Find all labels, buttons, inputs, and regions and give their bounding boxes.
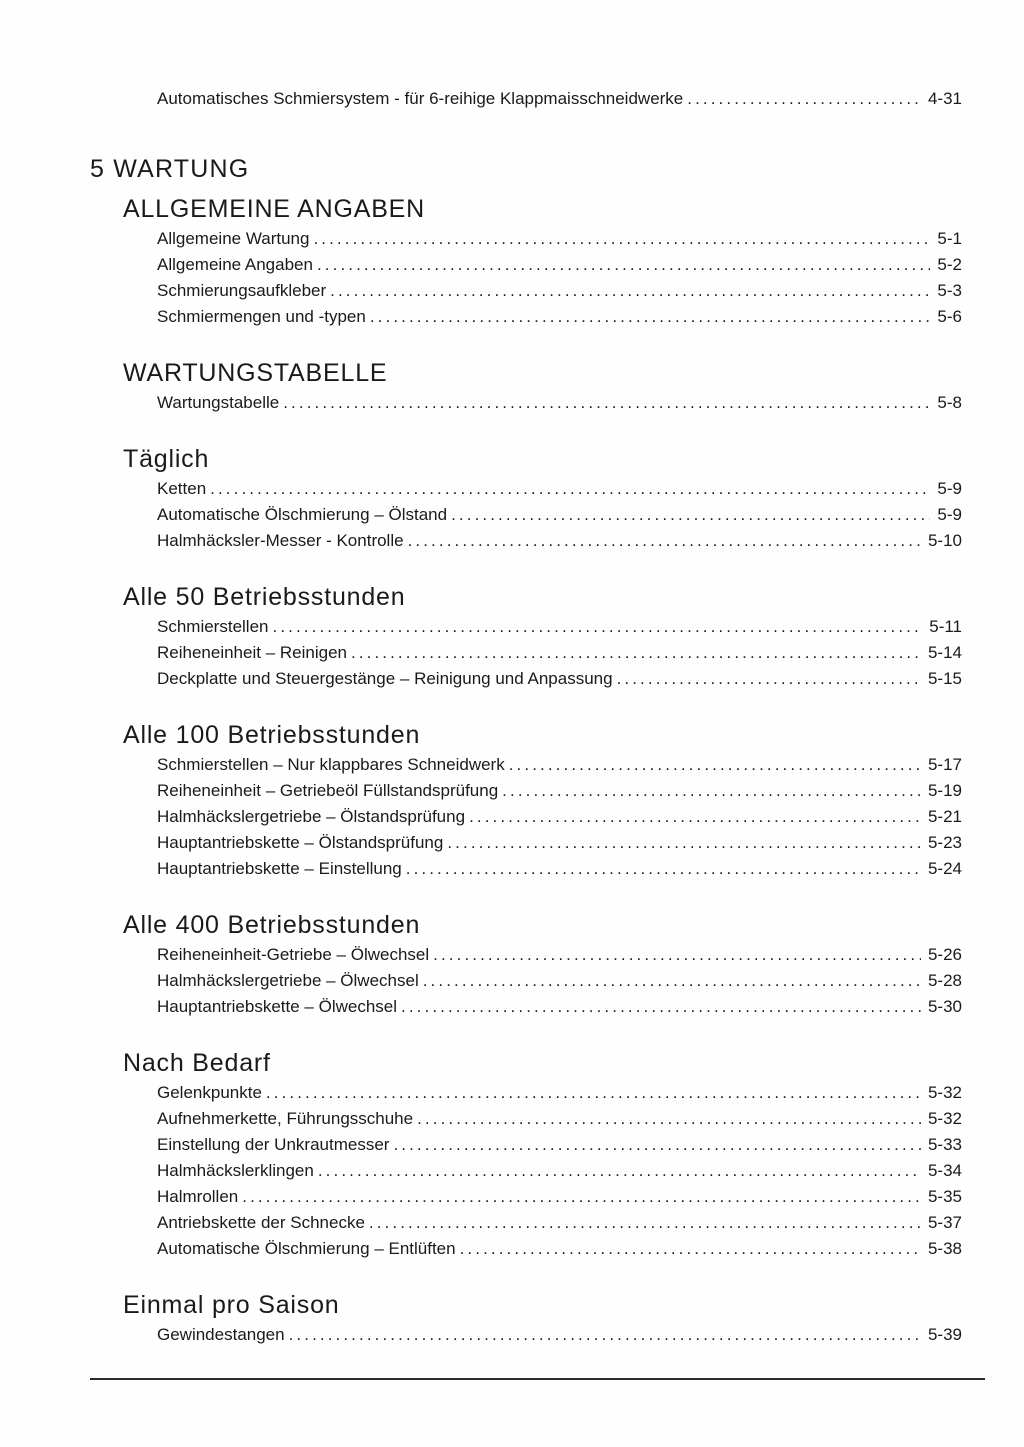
- toc-entry[interactable]: [157, 804, 962, 830]
- toc-entry[interactable]: [157, 856, 962, 882]
- toc-entry[interactable]: [157, 528, 962, 554]
- toc-section: [90, 1290, 962, 1348]
- section-heading: WARTUNGSTABELLE: [123, 359, 388, 387]
- toc-entry-page: 5-26: [927, 945, 962, 964]
- toc-entry-label: Hauptantriebskette – Einstellung: [157, 859, 402, 878]
- toc-entry[interactable]: [157, 252, 962, 278]
- dot-leader: [423, 968, 921, 994]
- toc-entry-page: 5-15: [927, 669, 962, 688]
- dot-leader: [242, 1184, 921, 1210]
- dot-leader: [351, 640, 921, 666]
- dot-leader: [617, 666, 921, 692]
- dot-leader: [406, 856, 921, 882]
- dot-leader: [433, 942, 921, 968]
- toc-entry[interactable]: [157, 1184, 962, 1210]
- dot-leader: [502, 778, 921, 804]
- toc-entry-label: Hauptantriebskette – Ölwechsel: [157, 997, 398, 1016]
- toc-entry[interactable]: [157, 752, 962, 778]
- toc-entry-page: 5-21: [927, 807, 962, 826]
- toc-entry-label: Automatische Ölschmierung – Ölstand: [157, 505, 448, 524]
- toc-entry-label: Gewindestangen: [157, 1325, 285, 1344]
- toc-entry-page: 5-3: [937, 281, 962, 300]
- dot-leader: [451, 502, 930, 528]
- toc-entry-page: 5-30: [927, 997, 962, 1016]
- dot-leader: [369, 1210, 921, 1236]
- toc-entry-page: 5-9: [937, 479, 962, 498]
- section-entries: [90, 1080, 962, 1262]
- toc-entry[interactable]: [157, 1106, 962, 1132]
- toc-entry-page: 5-39: [927, 1325, 962, 1344]
- toc-entry[interactable]: [157, 1132, 962, 1158]
- toc-entry-label: Reiheneinheit – Getriebeöl Füllstandsprüfung: [157, 781, 499, 800]
- toc-entry-label: Ketten: [157, 479, 207, 498]
- toc-entry-label: Allgemeine Angaben: [157, 255, 313, 274]
- toc-entry[interactable]: [157, 1158, 962, 1184]
- toc-entry[interactable]: [157, 968, 962, 994]
- dot-leader: [370, 304, 931, 330]
- toc-section: [90, 444, 962, 554]
- toc-entry-label: Halmhäckslerklingen: [157, 1161, 314, 1180]
- dot-leader: [289, 1322, 921, 1348]
- section-entries: [90, 942, 962, 1020]
- toc-entry[interactable]: [157, 1080, 962, 1106]
- dot-leader: [408, 528, 921, 554]
- toc-entry-page: 5-38: [927, 1239, 962, 1258]
- toc-entry-page: 5-35: [927, 1187, 962, 1206]
- toc-entry-page: 5-1: [937, 229, 962, 248]
- toc-entry-label: Schmierungsaufkleber: [157, 281, 327, 300]
- toc-entry-page: 5-9: [937, 505, 962, 524]
- section-entries: [90, 752, 962, 882]
- dot-leader: [313, 226, 930, 252]
- section-heading: Täglich: [123, 445, 210, 473]
- toc-entry[interactable]: [157, 614, 962, 640]
- toc-entry-page: 4-31: [927, 89, 962, 108]
- toc-entry-page: 5-17: [927, 755, 962, 774]
- toc-entry-label: Einstellung der Unkrautmesser: [157, 1135, 390, 1154]
- toc-section: [90, 582, 962, 692]
- toc-entry-page: 5-33: [927, 1135, 962, 1154]
- toc-entry-page: 5-14: [927, 643, 962, 662]
- section-heading: Alle 100 Betriebsstunden: [123, 721, 421, 749]
- toc-entry[interactable]: [157, 640, 962, 666]
- toc-entry[interactable]: [157, 942, 962, 968]
- toc-entry[interactable]: [157, 1236, 962, 1262]
- dot-leader: [401, 994, 921, 1020]
- section-heading: Einmal pro Saison: [123, 1291, 340, 1319]
- toc-entry[interactable]: [157, 390, 962, 416]
- section-entries: [90, 614, 962, 692]
- toc-entry-page: 5-8: [937, 393, 962, 412]
- toc-entry-page: 5-23: [927, 833, 962, 852]
- chapter-heading: 5 WARTUNG: [90, 155, 250, 183]
- section-heading: Alle 400 Betriebsstunden: [123, 911, 421, 939]
- toc-entry-label: Schmierstellen – Nur klappbares Schneidwerk: [157, 755, 505, 774]
- toc-entry-page: 5-11: [929, 617, 962, 636]
- footer-rule: [90, 1378, 985, 1380]
- toc-entry[interactable]: [157, 304, 962, 330]
- toc-entry-page: 5-37: [927, 1213, 962, 1232]
- toc-entry[interactable]: [157, 778, 962, 804]
- toc-entry-label: Allgemeine Wartung: [157, 229, 310, 248]
- dot-leader: [447, 830, 921, 856]
- toc-entry[interactable]: [157, 994, 962, 1020]
- toc-entry[interactable]: [157, 830, 962, 856]
- toc-entry-label: Halmhäckslergetriebe – Ölwechsel: [157, 971, 419, 990]
- toc-entry-label: Deckplatte und Steuergestänge – Reinigung und Anpassung: [157, 669, 613, 688]
- toc-entry-page: 5-32: [927, 1083, 962, 1102]
- toc-entry-label: Halmhäckslergetriebe – Ölstandsprüfung: [157, 807, 466, 826]
- toc-entry-label: Antriebskette der Schnecke: [157, 1213, 365, 1232]
- toc-entry[interactable]: [157, 1322, 962, 1348]
- toc-section: [90, 358, 962, 416]
- dot-leader: [687, 86, 921, 112]
- toc-entry-label: Aufnehmerkette, Führungsschuhe: [157, 1109, 414, 1128]
- section-entries: [90, 1322, 962, 1348]
- toc-entry-page: 5-19: [927, 781, 962, 800]
- toc-entry-label: Gelenkpunkte: [157, 1083, 262, 1102]
- section-heading: ALLGEMEINE ANGABEN: [123, 195, 425, 223]
- toc-entry-page: 5-24: [927, 859, 962, 878]
- toc-entry-label: Wartungstabelle: [157, 393, 280, 412]
- toc-entry-page: 5-28: [927, 971, 962, 990]
- dot-leader: [283, 390, 930, 416]
- toc-entry[interactable]: [157, 502, 962, 528]
- dot-leader: [266, 1080, 921, 1106]
- toc-entry[interactable]: [157, 666, 962, 692]
- dot-leader: [317, 252, 930, 278]
- toc-entry-page: 5-34: [927, 1161, 962, 1180]
- section-heading: Nach Bedarf: [123, 1049, 271, 1077]
- toc-section: [90, 910, 962, 1020]
- toc-entry-label: Hauptantriebskette – Ölstandsprüfung: [157, 833, 444, 852]
- toc-entry[interactable]: [157, 86, 962, 112]
- dot-leader: [210, 476, 930, 502]
- toc-entry-page: 5-10: [927, 531, 962, 550]
- toc-entry-label: Halmhäcksler-Messer - Kontrolle: [157, 531, 404, 550]
- toc-entry[interactable]: [157, 476, 962, 502]
- section-entries: [90, 390, 962, 416]
- toc-section: [90, 194, 962, 330]
- dot-leader: [460, 1236, 921, 1262]
- toc-entry-label: Schmiermengen und -typen: [157, 307, 366, 326]
- toc-entry-page: 5-6: [937, 307, 962, 326]
- dot-leader: [509, 752, 921, 778]
- toc-entry-label: Reiheneinheit-Getriebe – Ölwechsel: [157, 945, 430, 964]
- toc-entry-label: Schmierstellen: [157, 617, 269, 636]
- toc-section: [90, 1048, 962, 1262]
- dot-leader: [417, 1106, 921, 1132]
- dot-leader: [330, 278, 930, 304]
- section-heading: Alle 50 Betriebsstunden: [123, 583, 406, 611]
- toc-entry[interactable]: [157, 226, 962, 252]
- dot-leader: [318, 1158, 921, 1184]
- dot-leader: [273, 614, 923, 640]
- section-entries: [90, 476, 962, 554]
- toc-section: [90, 720, 962, 882]
- dot-leader: [469, 804, 921, 830]
- toc-entry-label: Halmrollen: [157, 1187, 239, 1206]
- toc-entry-label: Automatische Ölschmierung – Entlüften: [157, 1239, 456, 1258]
- toc-entry-label: Automatisches Schmiersystem - für 6-reihige Klappmaisschneidwerke: [157, 89, 684, 108]
- toc-entry-label: Reiheneinheit – Reinigen: [157, 643, 347, 662]
- toc-entry[interactable]: [157, 1210, 962, 1236]
- toc-entry-page: 5-2: [937, 255, 962, 274]
- toc-entry[interactable]: [157, 278, 962, 304]
- dot-leader: [393, 1132, 921, 1158]
- section-entries: [90, 226, 962, 330]
- toc-entry-page: 5-32: [927, 1109, 962, 1128]
- toc-sections: [90, 194, 962, 1348]
